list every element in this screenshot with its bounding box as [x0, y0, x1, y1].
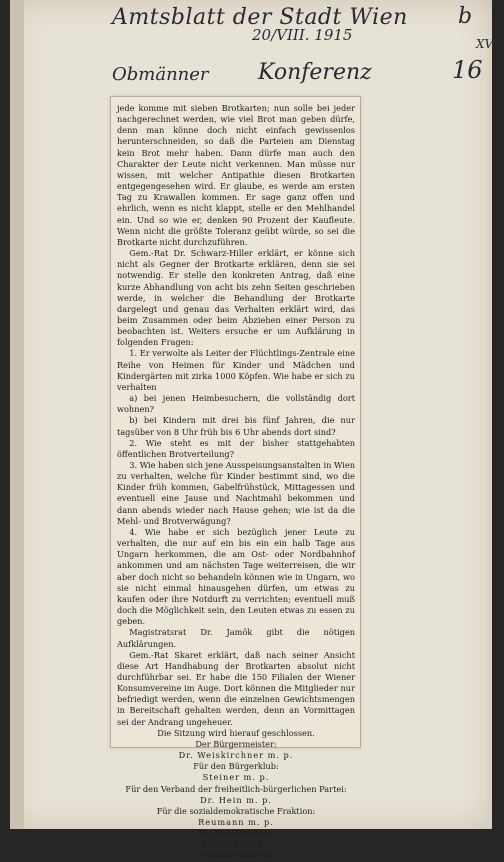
clipping-paragraph: 3. Wie haben sich jene Ausspeisungsanstalten in Wien zu verhalten, welche für Kinder bestimmt sind, wo die Kinder früh kommen, Gabelfrühstück, Mittagessen und eventuell eine Jause und Nachtmahl bekommen und dann abends wieder nach Hause gehen; wie ist da die Mehl- und Brotverwägung?	[117, 460, 355, 526]
handwritten-date: 20/VIII. 1915	[252, 26, 353, 44]
clipping-paragraph: Gem.-Rat Skaret erklärt, daß nach seiner Ansicht diese Art Handhabung der Brotkarten absolut nicht durchführbar sei. Er habe die 150 Filialen der Wiener Konsumvereine im Auge. Dort können die Mitglieder nur befriedigt werden, wenn die einzelnen Gewichtsmengen in Bereitschaft gehalten werden, denn an Vormittagen sei der Andrang ungeheuer.	[117, 649, 355, 727]
signature-role: Der Schriftführer:	[198, 828, 274, 839]
signature-name: Dr. Hein m. p.	[200, 794, 272, 805]
clipping-paragraph: b) bei Kindern mit drei bis fünf Jahren, die nur tagsüber von 8 Uhr früh bis 6 Uhr abends dort sind?	[117, 415, 355, 437]
handwritten-roman-numeral: XV	[476, 37, 494, 51]
clipping-paragraph: 1. Er verwolte als Leiter der Flüchtlings-Zentrale eine Reihe von Heimen für Kinder und Mädchen und Kindergärten mit zirka 1000 Köpfen. Wie habe er sich zu verhalten	[117, 348, 355, 392]
handwritten-source: Amtsblatt der Stadt Wien	[112, 5, 408, 30]
signature-role: Der Bürgermeister:	[195, 738, 277, 749]
signature-name: Reumann m. p.	[198, 817, 274, 827]
signature-role: Für den Bürgerklub:	[193, 761, 279, 772]
clipping-paragraph: jede komme mit sieben Brotkarten; nun solle bei jeder nachgerechnet werden, wie viel Brot man geben dürfe, denn man könne doch nicht einfach gewissenlos herunterschneiden, so daß die Parteien am Dienstag kein Brot mehr haben. Dann dürfe man auch den Charakter der Leute nicht verkennen. Man müsse nur wissen, mit welcher Antipathie diesen Brotkarten entgegengesehen wird. Er glaube, es werde am ersten Tag zu Krawallen kommen. Er sage ganz offen und ehrlich, wenn es nicht klappt, stelle er den Mehlhandel ein. Und so wie er, denken 90 Prozent der Kaufleute. Wenn nicht die größte Toleranz geübt würde, so sei die Brotkarte nicht durchzuführen.	[117, 103, 355, 247]
clipping-closing-line: Die Sitzung wird hierauf geschlossen.	[157, 727, 315, 738]
clipping-paragraph: Gem.-Rat Dr. Schwarz-Hiller erklärt, er könne sich nicht als Gegner der Brotkarte erklären, denn sie sei notwendig. Er stelle den konkreten Antrag, daß eine kurze Abhandlung von acht bis zehn Seiten geschrieben werde, in welcher die Behandlung der Brotkarte dargelegt und genau das Verhalten erklärt wird, das beim Zusammen oder beim Abziehen einer Person zu beobachten ist. Weiters ersuche er um Aufklärung in folgenden Fragen:	[117, 248, 355, 348]
signature-name: Böttger m. p.,	[200, 839, 272, 850]
signature-title: Magistrats-Sekretär.	[199, 851, 273, 860]
newspaper-clipping	[110, 96, 361, 860]
signature-role: Für die sozialdemokratische Fraktion:	[156, 805, 316, 816]
clipping-paragraph: Magistratsrat Dr. Jamök gibt die nötigen Aufklärungen.	[117, 627, 355, 649]
clipping-paragraph: 2. Wie steht es mit der bisher stattgehabten öffentlichen Brotverteilung?	[117, 437, 355, 459]
signature-name: Dr. Weiskirchner m. p.	[178, 750, 294, 761]
clipping-paragraph: a) bei jenen Heimbesuchern, die vollständig dort wohnen?	[117, 393, 355, 415]
signature-name: Steiner m. p.	[202, 772, 270, 783]
handwritten-heading-a: Obmänner	[112, 64, 209, 85]
handwritten-corner-mark: b	[458, 4, 473, 29]
clipping-paragraph: 4. Wie habe er sich bezüglich jener Leute zu verhalten, die nur auf ein bis ein ein halb Tage aus Ungarn herkommen, die am Ost- oder Nordbahnhof ankommen und am nächsten Tage weiterreisen, die wir aber doch nicht so behandeln können wie in Ungarn, wo sie nicht einmal hinausgehen dürfen, um etwas zu kaufen oder ihre Notdurft zu verrichten; eventuell muß doch die Möglichkeit sein, den Leuten etwas zu essen zu geben.	[117, 526, 355, 627]
handwritten-heading-b: Konferenz	[258, 60, 372, 85]
clipping-text	[117, 103, 355, 862]
signature-role: Für den Verband der freiheitlich-bürgerlichen Partei:	[125, 783, 347, 794]
handwritten-page-number: 16	[452, 56, 483, 84]
binding-edge	[10, 0, 24, 829]
